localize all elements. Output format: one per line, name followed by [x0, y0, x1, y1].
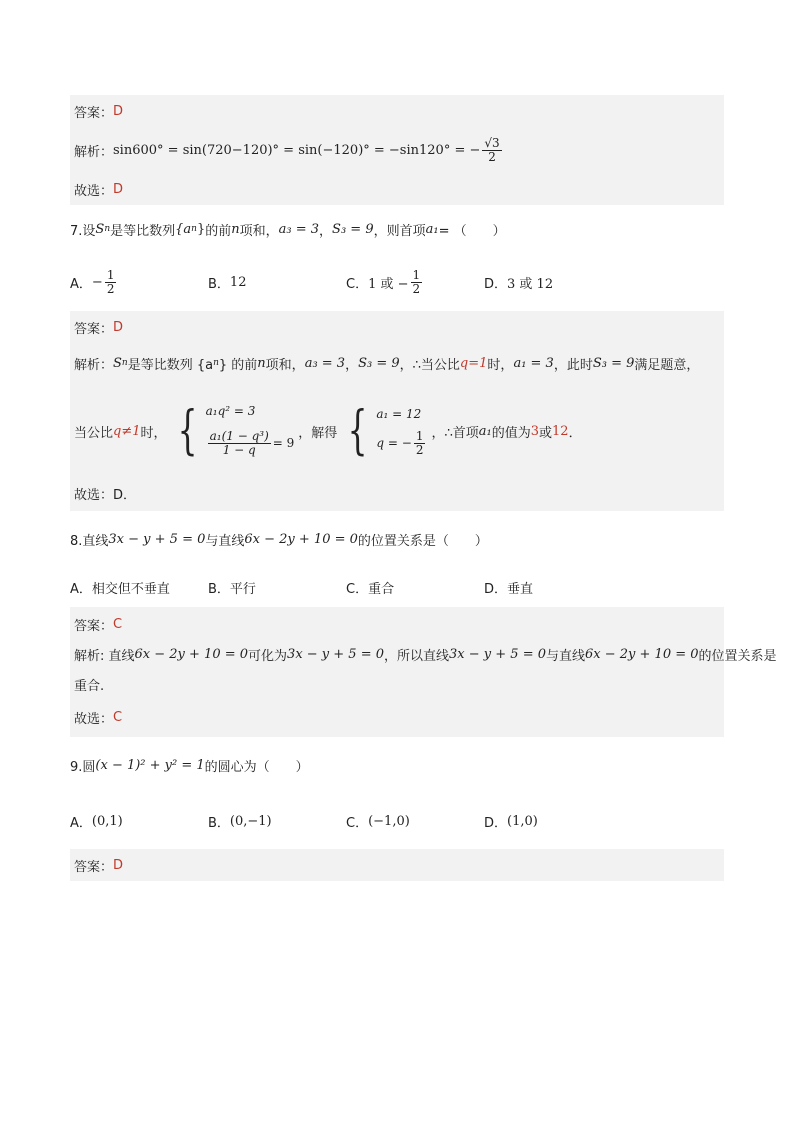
- analysis-label: 解析：: [74, 144, 114, 160]
- option-d[interactable]: [484, 578, 622, 597]
- option-letter: B．: [208, 276, 230, 292]
- text: 的值为: [491, 425, 531, 441]
- fraction: [208, 430, 271, 456]
- brace-icon: {: [347, 401, 368, 461]
- text: 当公比: [74, 425, 114, 441]
- option-letter: B．: [208, 581, 230, 597]
- option-text: 1 或 −: [368, 276, 409, 292]
- fraction-num: 1: [106, 267, 115, 282]
- math: n: [257, 355, 266, 371]
- fraction-den: 1 − q: [222, 442, 256, 457]
- q8-choose-line: [74, 699, 720, 735]
- option-letter: D．: [484, 815, 508, 831]
- math: 3x − y + 5 = 0: [449, 646, 546, 662]
- q7-stem: [70, 205, 724, 253]
- option-text: 平行: [229, 581, 256, 597]
- q6-choose-line: [74, 175, 720, 203]
- text: 满足题意，: [634, 357, 700, 373]
- option-letter: C．: [346, 815, 369, 831]
- option-letter: C．: [346, 276, 369, 292]
- option-text: 12: [229, 274, 247, 290]
- equation-system: [171, 399, 295, 463]
- answer-value: D: [113, 319, 124, 335]
- math: 3: [530, 423, 539, 439]
- fraction: [482, 137, 501, 163]
- math: a₁: [478, 423, 492, 439]
- q9-options: [70, 793, 724, 849]
- math: a₃ = 3: [278, 221, 320, 237]
- choose-value: C: [113, 709, 123, 725]
- option-c[interactable]: [346, 812, 484, 831]
- option-text: 相交但不垂直: [91, 581, 170, 597]
- text: 的圆心为（ ）: [204, 759, 309, 775]
- math: (x − 1)² + y² = 1: [95, 757, 205, 773]
- option-d[interactable]: [484, 812, 622, 831]
- text: 是等比数列 {a: [127, 357, 214, 373]
- option-a[interactable]: [70, 269, 208, 295]
- text: 7.设: [70, 223, 96, 239]
- system-row: a₁ = 12: [376, 407, 422, 421]
- math: 6x − 2y + 10 = 0: [585, 646, 699, 662]
- text: ，∴当公比: [399, 357, 460, 373]
- text: 时，: [487, 357, 514, 373]
- choose-value: D．: [113, 487, 137, 503]
- text: 是等比数列: [110, 223, 176, 239]
- fraction: [105, 269, 117, 295]
- option-c[interactable]: [346, 578, 484, 597]
- math: q = −: [376, 436, 412, 450]
- fraction-num: √3: [484, 135, 500, 150]
- math: S₃ = 9: [592, 355, 635, 371]
- system-row: a₁q² = 3: [205, 404, 256, 418]
- text: 的前: [205, 223, 232, 239]
- option-d[interactable]: [484, 273, 622, 292]
- text: 8.直线: [70, 533, 109, 549]
- q7-options: [70, 253, 724, 311]
- option-letter: A．: [70, 276, 92, 292]
- option-text: (1,0): [507, 813, 538, 829]
- math: a₁ = 3: [513, 355, 554, 371]
- math: 3x − y + 5 = 0: [287, 646, 385, 662]
- option-text: (0,−1): [229, 813, 272, 829]
- text: 时，: [140, 425, 167, 441]
- option-b[interactable]: [208, 273, 346, 292]
- math: q=1: [459, 355, 488, 371]
- fraction-num: 1: [412, 267, 421, 282]
- fraction-den: 2: [415, 442, 424, 457]
- answer-label: 答案：: [74, 859, 114, 875]
- choose-label: 故选：: [74, 711, 114, 727]
- math: 12: [552, 423, 569, 439]
- answer-label: 答案：: [74, 618, 114, 634]
- fraction-den: 2: [488, 149, 496, 164]
- system-row: [376, 426, 427, 460]
- text: ．: [568, 425, 582, 441]
- text: 与直线: [546, 648, 586, 664]
- q9-answer-line: [74, 851, 720, 879]
- option-c[interactable]: [346, 269, 484, 295]
- math: }: [196, 221, 206, 237]
- text: ，: [319, 223, 333, 239]
- text: 与直线: [205, 533, 245, 549]
- system-rows: [376, 402, 427, 460]
- q7-choose-line: [74, 477, 720, 509]
- q6-answer-line: [74, 97, 720, 125]
- option-b[interactable]: [208, 578, 346, 597]
- math-sub: n: [191, 224, 197, 234]
- text: 项和，: [265, 357, 305, 373]
- math: S₃ = 9: [332, 221, 374, 237]
- fraction-num: a₁(1 − q³): [209, 428, 269, 443]
- option-letter: D．: [484, 581, 508, 597]
- q7-analysis-line-1: [74, 341, 720, 385]
- page: [70, 95, 777, 881]
- option-letter: A．: [70, 581, 92, 597]
- text: ，则首项: [373, 223, 426, 239]
- text: } 的前: [218, 357, 258, 373]
- q8-options: [70, 567, 724, 607]
- q7-analysis-line-2: [74, 385, 720, 477]
- option-text: 重合: [368, 581, 395, 597]
- choose-label: 故选：: [74, 487, 114, 503]
- text: 项和，: [239, 223, 279, 239]
- equation-system: [341, 402, 427, 460]
- option-text: (−1,0): [368, 813, 410, 829]
- fraction: [411, 269, 423, 295]
- q8-stem: [70, 511, 724, 567]
- text: ，所以直线: [384, 648, 450, 664]
- math: a₁: [425, 221, 439, 237]
- q8-answer-line: [74, 609, 720, 639]
- q9-answer-block: [70, 849, 724, 881]
- option-text: 垂直: [507, 581, 534, 597]
- text: ，解得: [298, 425, 338, 441]
- brace-icon: {: [177, 401, 198, 461]
- q6-analysis-line: [74, 125, 720, 175]
- q6-answer-block: [70, 95, 724, 205]
- math-sub: n: [104, 224, 111, 234]
- math: S: [113, 355, 122, 371]
- math: 3x − y + 5 = 0: [108, 531, 206, 547]
- math: S: [95, 221, 105, 237]
- system-row: [206, 423, 295, 463]
- math: a₃ = 3: [304, 355, 346, 371]
- option-letter: B．: [208, 815, 230, 831]
- q7-answer-line: [74, 313, 720, 341]
- q7-answer-block: [70, 311, 724, 511]
- math: n: [231, 221, 240, 237]
- math-sub: n: [121, 358, 128, 368]
- option-b[interactable]: [208, 812, 346, 831]
- math: S₃ = 9: [358, 355, 400, 371]
- option-a[interactable]: [70, 578, 208, 597]
- text: = （ ）: [438, 223, 506, 239]
- system-rows: [206, 399, 295, 463]
- fraction-den: 2: [412, 281, 421, 296]
- option-a[interactable]: [70, 812, 208, 831]
- math: q≠1: [113, 423, 141, 439]
- q8-answer-block: [70, 607, 777, 737]
- option-letter: A．: [70, 815, 92, 831]
- text: 的位置关系是（ ）: [357, 533, 488, 549]
- fraction-num: 1: [415, 428, 424, 443]
- answer-value: C: [113, 616, 123, 632]
- choose-value: D: [113, 181, 124, 197]
- math: 6x − 2y + 10 = 0: [134, 646, 249, 662]
- choose-label: 故选：: [74, 183, 114, 199]
- analysis-expr: sin600° = sin(720−120)° = sin(−120)° = −sin120° = −: [113, 142, 481, 158]
- answer-label: 答案：: [74, 105, 114, 121]
- math: = 9: [272, 436, 295, 450]
- fraction-den: 2: [106, 281, 115, 296]
- text: ，此时: [553, 357, 593, 373]
- answer-value: D: [113, 857, 124, 873]
- q9-stem: [70, 737, 724, 793]
- math: {a: [175, 221, 192, 237]
- math: 6x − 2y + 10 = 0: [244, 531, 358, 547]
- text: ，: [345, 357, 359, 373]
- text: 9.圆: [70, 759, 96, 775]
- fraction: [414, 430, 426, 456]
- analysis-label: 解析：: [74, 357, 114, 373]
- option-letter: C．: [346, 581, 369, 597]
- option-text: (0,1): [91, 813, 123, 829]
- text: ，∴首项: [431, 425, 479, 441]
- q8-analysis-line-2: [74, 669, 720, 699]
- answer-label: 答案：: [74, 321, 114, 337]
- text: 解析: 直线: [74, 648, 135, 664]
- option-text: 3 或 12: [507, 276, 554, 292]
- option-letter: D．: [484, 276, 508, 292]
- option-text: −: [91, 274, 103, 290]
- text: 重合.: [74, 678, 105, 694]
- answer-value: D: [113, 103, 124, 119]
- text: 可化为: [248, 648, 288, 664]
- text: 的位置关系是: [698, 648, 777, 664]
- text: 或: [539, 425, 553, 441]
- math-sub: n: [213, 358, 219, 368]
- q8-analysis-line-1: [74, 639, 777, 669]
